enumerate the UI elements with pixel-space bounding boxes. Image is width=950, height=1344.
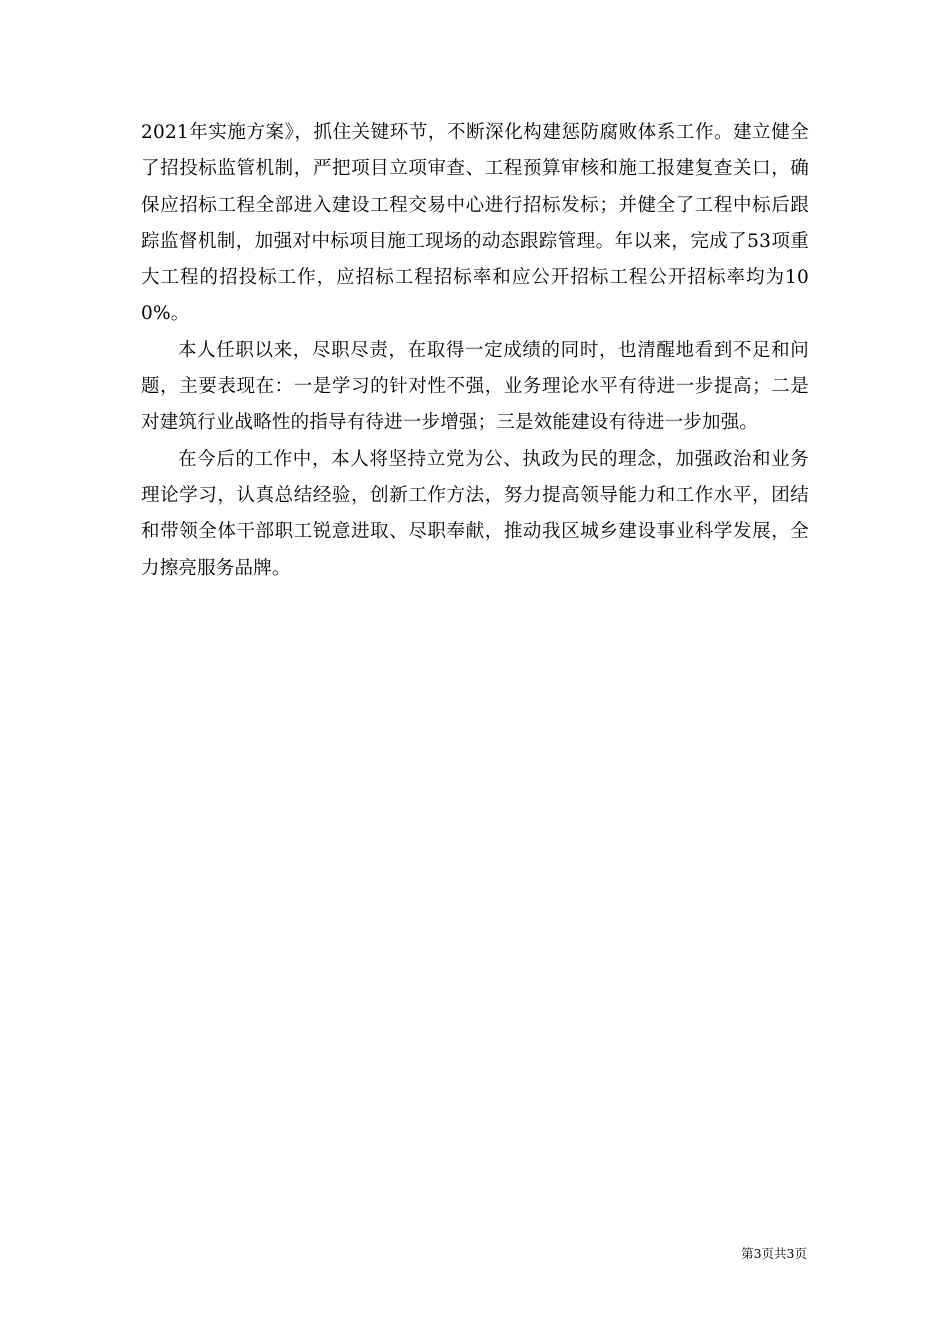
- paragraph-1: 2021年实施方案》，抓住关键环节，不断深化构建惩防腐败体系工作。建立健全了招投标监管机制，严把项目立项审查、工程预算审核和施工报建复查关口，确保应招标工程全部进入建设工程交易中心进行招标发标；并健全了工程中标后跟踪监督机制，加强对中标项目施工现场的动态跟踪管理。年以来，完成了53项重大工程的招投标工作，应招标工程招标率和应公开招标工程公开招标率均为100%。: [141, 122, 809, 325]
- page-number-footer: 第3页共3页: [741, 1246, 807, 1261]
- paragraph-3: 在今后的工作中，本人将坚持立党为公、执政为民的理念，加强政治和业务理论学习，认真总结经验，创新工作方法，努力提高领导能力和工作水平，团结和带领全体干部职工锐意进取、尽职奉献，推动我区城乡建设事业科学发展，全力擦亮服务品牌。: [141, 448, 809, 579]
- document-body: [141, 115, 809, 587]
- paragraph-2: 本人任职以来，尽职尽责，在取得一定成绩的同时，也清醒地看到不足和问题，主要表现在：一是学习的针对性不强，业务理论水平有待进一步提高；二是对建筑行业战略性的指导有待进一步增强；三是效能建设有待进一步加强。: [141, 339, 809, 434]
